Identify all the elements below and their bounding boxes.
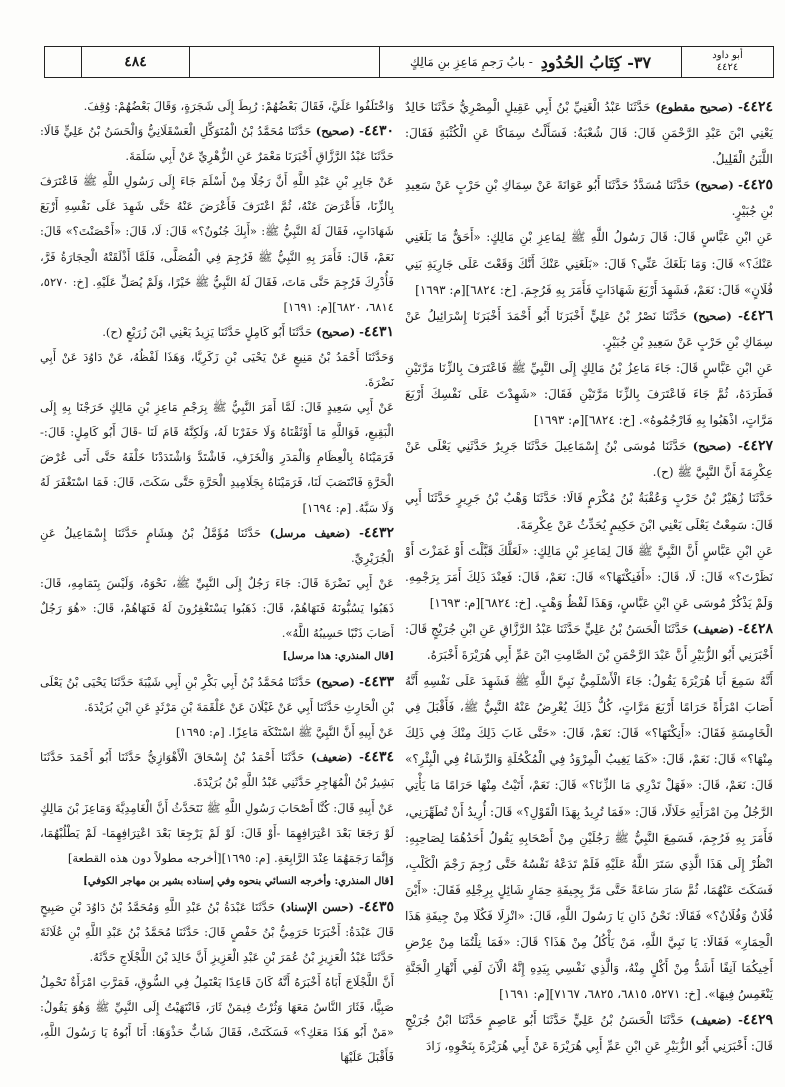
hadith-number: ٤٤٣١ [363,323,394,340]
hadith-entry [40,521,394,571]
hadith-grade: - (ضعيف) [683,1013,743,1028]
hadith-text: عَنْ جَابِرِ بْنِ عَبْدِ اللَّهِ أَنَّ رَجُلًا مِنْ أَسْلَمَ جَاءَ إِلَى رَسُولِ اللَّهِ ﷺ فَاعْتَرَفَ بِالزِّنَا، فَأَعْرَضَ عَنْهُ، ثُمَّ اعْتَرَفَ فَأَعْرَضَ عَنْهُ حَتَّى شَهِدَ عَلَى نَفْسِهِ أَرْبَعَ شَهَادَاتٍ، فَقَالَ لَهُ النَّبِيُّ ﷺ: «أَبِكَ جُنُونٌ؟» قَالَ: لَا، قَالَ: «أَحْصَنْتَ؟» قَالَ: نَعَمْ، قَالَ: فَأَمَرَ بِهِ النَّبِيُّ ﷺ فَرُجِمَ فِي الْمُصَلَّى، فَلَمَّا أَذْلَقَتْهُ الْحِجَارَةُ فَرَّ، فَأُدْرِكَ فَرُجِمَ حَتَّى مَاتَ، فَقَالَ لَهُ النَّبِيُّ ﷺ خَيْرًا، وَلَمْ يُصَلِّ عَلَيْهِ. [خ: ٥٢٧٠، ٦٨١٤، ٦٨٢٠][م: ١٦٩١] [40,174,394,314]
hadith-grade: - (صحيح) [311,675,364,690]
hadith-entry [405,1007,773,1059]
hadith-number: ٤٤٢٦ [742,307,773,324]
hadith-entry [40,895,394,970]
hadith-isnad: حَدَّثَنَا أَبُو كَامِلٍ حَدَّثَنَا يَزِيدُ يَعْنِي ابْنَ زُرَيْعٍ (ح). [102,324,313,339]
collection-name: أبو داود [712,50,743,61]
chapter-title: - بابُ رَجمِ مَاعِزِ بنِ مَالِكٍ [409,55,533,69]
hadith-number: ٤٤٣٠ [363,123,395,140]
hadith-entry [405,172,773,224]
hadith-grade: - (ضعيف) [688,621,743,636]
header-title-box [379,47,681,77]
hadith-number: ٤٤٢٥ [742,177,773,194]
hadith-text: وَحَدَّثَنَا أَحْمَدُ بْنُ مَنِيعٍ عَنْ يَحْيَى بْنِ زَكَرِيَّا، وَهَذَا لَفْظُهُ، عَنْ دَاوُدَ عَنْ أَبِي نَضْرَةَ. [40,349,394,390]
hadith-entry [40,670,394,720]
hadith-isnad: حَدَّثَنَا مُحَمَّدُ بْنُ أَبِي بَكْرِ بْنِ أَبِي شَيْبَةَ حَدَّثَنَا يَحْيَى بْنُ يَعْلَى بْنِ الْحَارِثِ حَدَّثَنَا أَبِي عَنْ غَيْلَانَ عَنْ عَلْقَمَةَ بْنِ مَرْثَدٍ عَنِ ابْنِ بُرَيْدَةَ. [40,675,394,715]
editor-note: [قال المنذري: هذا مرسل] [282,651,394,663]
hadith-text: حَدَّثَنَا زُهَيْرُ بْنُ حَرْبٍ وَعُقْبَةُ بْنُ مُكْرَمٍ قَالَا: حَدَّثَنَا وَهْبُ بْنُ جَرِيرٍ حَدَّثَنَا أَبِي قَالَ: سَمِعْتُ يَعْلَى يَعْنِي ابْنَ حَكِيمٍ يُحَدِّثُ عَنْ عِكْرِمَةَ. [405,491,773,532]
hadith-entry [405,433,773,485]
hadith-entry [40,745,394,795]
hadith-number: ٤٤٣٢ [363,524,394,541]
hadith-text: وَاخْتَلَفُوا عَلَيَّ، فَقَالَ بَعْضُهُمْ: رُبِطَ إِلَى شَجَرَةٍ، وَقَالَ بَعْضُهُمْ: وُقِفَ. [83,99,394,113]
hadith-number: ٤٤٣٥ [363,898,394,915]
hadith-isnad: حَدَّثَنَا عَبْدُ الْغَنِيِّ بْنُ أَبِي عَقِيلٍ الْمِصْرِيُّ حَدَّثَنَا خَالِدٌ يَعْنِي ابْنَ عَبْدِ الرَّحْمَنِ قَالَ: قَالَ شُعْبَةُ: فَسَأَلْتُ سِمَاكًا عَنِ الْكُثْبَةِ فَقَالَ: اللَّبَنُ الْقَلِيلُ. [405,100,773,167]
hadith-number: ٤٤٢٧ [742,438,773,455]
hadith-number: ٤٤٢٤ [742,99,773,115]
header-side-box [45,47,81,77]
hadith-isnad: حَدَّثَنَا الْحَسَنُ بْنُ عَلِيٍّ حَدَّثَنَا أَبُو عَاصِمٍ حَدَّثَنَا ابْنُ جُرَيْجٍ قَالَ: أَخْبَرَنِي أَبُو الزُّبَيْرِ عَنِ ابْنِ عَمِّ أَبِي هُرَيْرَةَ عَنْ أَبِي هُرَيْرَةَ بِنَحْوِهِ، زَادَ [405,1013,773,1054]
hadith-number: ٤٤٢٨ [742,620,773,637]
hadith-text: عَنِ ابْنِ عَبَّاسٍ قَالَ: جَاءَ مَاعِزُ بْنُ مَالِكٍ إِلَى النَّبِيِّ ﷺ فَاعْتَرَفَ بِالزِّنَا مَرَّتَيْنِ فَطَرَدَهُ، ثُمَّ جَاءَ فَاعْتَرَفَ بِالزِّنَا مَرَّتَيْنِ فَقَالَ: «شَهِدْتَ عَلَى نَفْسِكَ أَرْبَعَ مَرَّاتٍ، اذْهَبُوا بِهِ فَارْجُمُوهُ». [خ: ٦٨٢٤][م: ١٦٩٣] [405,360,773,428]
hadith-grade: - (حسن الإسناد) [275,899,364,914]
hadith-isnad: حَدَّثَنَا مُسَدَّدٌ حَدَّثَنَا أَبُو عَوَانَةَ عَنْ سِمَاكِ بْنِ حَرْبٍ عَنْ سَعِيدِ بْنِ جُبَيْرٍ. [405,178,773,219]
hadith-isnad: حَدَّثَنَا مُحَمَّدُ بْنُ الْمُتَوَكِّلِ الْعَسْقَلَانِيُّ وَالْحَسَنُ بْنُ عَلِيٍّ قَالَا: حَدَّثَنَا عَبْدُ الرَّزَّاقِ أَخْبَرَنَا مَعْمَرٌ عَنِ الزُّهْرِيِّ عَنْ أَبِي سَلَمَةَ. [40,124,394,164]
header-blank-box [189,47,379,77]
book-title: ٣٧- كِتَابُ الحُدُودِ [540,52,652,72]
hadith-grade: - (ضعيف مرسل) [261,525,364,540]
hadith-grade: - (صحيح مقطوع) [650,100,743,114]
hadith-text: عَنِ ابْنِ عَبَّاسٍ أَنَّ النَّبِيَّ ﷺ قَالَ لِمَاعِزِ بْنِ مَالِكٍ: «لَعَلَّكَ قَبَّلْتَ أَوْ غَمَزْتَ أَوْ نَظَرْتَ؟» قَالَ: لَا، قَالَ: «أَفَنِكْتَهَا؟» قَالَ: نَعَمْ، قَالَ: فَعِنْدَ ذَلِكَ أَمَرَ بِرَجْمِهِ. وَلَمْ يَذْكُرْ مُوسَى عَنِ ابْنِ عَبَّاسٍ، وَهَذَا لَفْظُ وَهْبٍ. [خ: ٦٨٢٤][م: ١٦٩٣] [405,543,773,610]
hadith-isnad: حَدَّثَنَا مُؤَمَّلُ بْنُ هِشَامٍ حَدَّثَنَا إِسْمَاعِيلُ عَنِ الْجُرَيْرِيِّ. [40,525,394,565]
hadith-text: عَنْ أَبِي نَضْرَةَ قَالَ: جَاءَ رَجُلٌ إِلَى النَّبِيِّ ﷺ، نَحْوَهُ، وَلَيْسَ بِتَمَامِهِ، قَالَ: ذَهَبُوا يَسُبُّونَهُ فَنَهَاهُمْ، قَالَ: ذَهَبُوا يَسْتَغْفِرُونَ لَهُ فَنَهَاهُمْ، قَالَ: «هُوَ رَجُلٌ أَصَابَ ذَنْبًا حَسِيبُهُ اللَّهُ». [40,575,394,640]
hadith-text: عَنْ أَبِي سَعِيدٍ قَالَ: لَمَّا أَمَرَ النَّبِيُّ ﷺ بِرَجْمِ مَاعِزِ بْنِ مَالِكٍ خَرَجْنَا بِهِ إِلَى الْبَقِيعِ، فَوَاللَّهِ مَا أَوْثَقْنَاهُ وَلَا حَفَرْنَا لَهُ، وَلَكِنَّهُ قَامَ لَنَا -قَالَ أَبُو كَامِلٍ: قَالَ:- فَرَمَيْنَاهُ بِالْعِظَامِ وَالْمَدَرِ وَالْخَزَفِ، فَاشْتَدَّ وَاشْتَدَدْنَا خَلْفَهُ حَتَّى أَتَى عُرْضَ الْحَرَّةِ فَانْتَصَبَ لَنَا، فَرَمَيْنَاهُ بِجَلَامِيدِ الْحَرَّةِ حَتَّى سَكَتَ، قَالَ: فَمَا اسْتَغْفَرَ لَهُ وَلَا سَبَّهُ. [م: ١٦٩٤] [40,400,394,515]
page-header [44,46,774,78]
right-column [405,94,773,1059]
hadith-grade: - (صحيح) [311,124,364,139]
hadith-text: عَنِ ابْنِ عَبَّاسٍ قَالَ: قَالَ رَسُولُ اللَّهِ ﷺ لِمَاعِزِ بْنِ مَالِكٍ: «أَحَقٌّ مَا بَلَغَنِي عَنْكَ؟» قَالَ: وَمَا بَلَغَكَ عَنِّي؟ قَالَ: «بَلَغَنِي عَنْكَ أَنَّكَ وَقَعْتَ عَلَى جَارِيَةِ بَنِي فُلَانٍ» قَالَ: نَعَمْ، فَشَهِدَ أَرْبَعَ شَهَادَاتٍ فَأَمَرَ بِهِ فَرُجِمَ. [خ: ٦٨٢٤][م: ١٦٩٣] [405,230,774,297]
hadith-text: عَنْ أَبِيهِ أَنَّ النَّبِيَّ ﷺ اسْتَنْكَهَ مَاعِزًا. [م: ١٦٩٥] [175,725,394,740]
hadith-grade: - (صحيح) [686,439,743,454]
hadith-entry [405,616,773,668]
hadith-grade: - (صحيح) [686,308,743,323]
left-column [40,94,394,1070]
editor-note: [قال المنذري: وأخرجه النسائي بنحوه وفي إسناده بشير بن مهاجر الكوفي] [83,875,394,887]
hadith-grade: - (صحيح) [690,178,743,193]
hadith-entry [405,94,773,172]
hadith-number: ٤٤٣٣ [363,674,394,691]
hadith-number: ٤٤٢٩ [742,1012,773,1029]
hadith-number: ٤٤٣٤ [363,749,394,766]
hadith-text: أَنَّ اللَّجْلَاجَ أَبَاهُ أَخْبَرَهُ أَنَّهُ كَانَ قَاعِدًا يَعْتَمِلُ فِي السُّوقِ، فَمَرَّتِ امْرَأَةٌ تَحْمِلُ صَبِيًّا، فَثَارَ النَّاسُ مَعَهَا وَثُرْتُ فِيمَنْ ثَارَ، فَانْتَهَيْتُ إِلَى النَّبِيِّ ﷺ وَهُوَ يَقُولُ: «مَنْ أَبُو هَذَا مَعَكِ؟» فَسَكَتَتْ، فَقَالَ شَابٌّ حَذْوَهَا: أَنَا أَبُوهُ يَا رَسُولَ اللَّهِ، فَأَقْبَلَ عَلَيْهَا [40,975,394,1065]
hadith-entry [40,119,394,169]
hadith-isnad: حَدَّثَنَا مُوسَى بْنُ إِسْمَاعِيلَ حَدَّثَنَا جَرِيرٌ حَدَّثَنِي يَعْلَى عَنْ عِكْرِمَةَ أَنَّ النَّبِيَّ ﷺ (ح). [405,439,773,480]
hadith-entry [40,320,394,345]
hadith-grade: - (ضعيف) [304,750,364,765]
hadith-text: أَنَّهُ سَمِعَ أَبَا هُرَيْرَةَ يَقُولُ: جَاءَ الْأَسْلَمِيُّ نَبِيَّ اللَّهِ ﷺ فَشَهِدَ عَلَى نَفْسِهِ أَنَّهُ أَصَابَ امْرَأَةً حَرَامًا أَرْبَعَ مَرَّاتٍ، كُلُّ ذَلِكَ يُعْرِضُ عَنْهُ النَّبِيُّ ﷺ، فَأَقْبَلَ فِي الْخَامِسَةِ فَقَالَ: «أَنِكْتَهَا؟» قَالَ: نَعَمْ، قَالَ: «حَتَّى غَابَ ذَلِكَ مِنْكَ فِي ذَلِكَ مِنْهَا؟» قَالَ: نَعَمْ، قَالَ: «كَمَا يَغِيبُ الْمِرْوَدُ فِي الْمُكْحُلَةِ وَالرِّشَاءُ فِي الْبِئْرِ؟» قَالَ: نَعَمْ، قَالَ: «فَهَلْ تَدْرِي مَا الزِّنَا؟» قَالَ: نَعَمْ، أَتَيْتُ مِنْهَا حَرَامًا مَا يَأْتِي الرَّجُلُ مِنَ امْرَأَتِهِ حَلَالًا، قَالَ: «فَمَا تُرِيدُ بِهَذَا الْقَوْلِ؟» قَالَ: أُرِيدُ أَنْ تُطَهِّرَنِي، فَأَمَرَ بِهِ فَرُجِمَ، فَسَمِعَ النَّبِيُّ ﷺ رَجُلَيْنِ مِنْ أَصْحَابِهِ يَقُولُ أَحَدُهُمَا لِصَاحِبِهِ: انْظُرْ إِلَى هَذَا الَّذِي سَتَرَ اللَّهُ عَلَيْهِ فَلَمْ تَدَعْهُ نَفْسُهُ حَتَّى رُجِمَ رَجْمَ الْكَلْبِ، فَسَكَتَ عَنْهُمَا، ثُمَّ سَارَ سَاعَةً حَتَّى مَرَّ بِجِيفَةِ حِمَارٍ شَائِلٍ بِرِجْلِهِ فَقَالَ: «أَيْنَ فُلَانٌ وَفُلَانٌ؟» فَقَالَا: نَحْنُ ذَانِ يَا رَسُولَ اللَّهِ، قَالَ: «انْزِلَا فَكُلَا مِنْ جِيفَةِ هَذَا الْحِمَارِ» فَقَالَا: يَا نَبِيَّ اللَّهِ، مَنْ يَأْكُلُ مِنْ هَذَا؟ قَالَ: «فَمَا نِلْتُمَا مِنْ عِرْضِ أَخِيكُمَا آنِفًا أَشَدُّ مِنْ أَكْلٍ مِنْهُ، وَالَّذِي نَفْسِي بِيَدِهِ إِنَّهُ الْآنَ لَفِي أَنْهَارِ الْجَنَّةِ يَنْغَمِسُ فِيهَا». [خ: ٥٢٧١، ٦٨١٥، ٦٨٢٥، ٧١٦٧][م: ١٦٩١] [405,674,773,1002]
header-collection-box [681,47,773,77]
hadith-text: عَنْ أَبِيهِ قَالَ: كُنَّا أَصْحَابَ رَسُولِ اللَّهِ ﷺ نَتَحَدَّثُ أَنَّ الْغَامِدِيَّةَ وَمَاعِزَ بْنَ مَالِكٍ لَوْ رَجَعَا بَعْدَ اعْتِرَافِهِمَا -أَوْ قَالَ: لَوْ لَمْ يَرْجِعَا بَعْدَ اعْتِرَافِهِمَا- لَمْ يَطْلُبْهُمَا، وَإِنَّمَا رَجَمَهُمَا عِنْدَ الرَّابِعَةِ. [م: ١٦٩٥][أخرجه مطولاً دون هذه القطعة] [40,800,394,865]
hadith-isnad: حَدَّثَنَا أَحْمَدُ بْنُ إِسْحَاقَ الْأَهْوَازِيُّ حَدَّثَنَا أَبُو أَحْمَدَ حَدَّثَنَا بَشِيرُ بْنُ الْمُهَاجِرِ حَدَّثَنِي عَبْدُ اللَّهِ بْنُ بُرَيْدَةَ. [40,750,394,790]
hadith-isnad: حَدَّثَنَا نَصْرُ بْنُ عَلِيٍّ أَخْبَرَنَا أَبُو أَحْمَدَ أَخْبَرَنَا إِسْرَائِيلُ عَنْ سِمَاكِ بْنِ حَرْبٍ عَنْ سَعِيدِ بْنِ جُبَيْرٍ. [405,308,773,349]
hadith-range: ٤٤٢٤ [716,62,739,73]
hadith-isnad: حَدَّثَنَا الْحَسَنُ بْنُ عَلِيٍّ حَدَّثَنَا عَبْدُ الرَّزَّاقِ عَنِ ابْنِ جُرَيْجٍ قَالَ: أَخْبَرَنِي أَبُو الزُّبَيْرِ أَنَّ عَبْدَ الرَّحْمَنِ بْنَ الصَّامِتِ ابْنَ عَمِّ أَبِي هُرَيْرَةَ أَخْبَرَهُ. [405,621,773,662]
page-number: ٤٨٤ [81,47,189,77]
hadith-isnad: حَدَّثَنَا عَبْدَةُ بْنُ عَبْدِ اللَّهِ وَمُحَمَّدُ بْنُ دَاوُدَ بْنِ صَبِيحٍ قَالَ عَبْدَةُ: أَخْبَرَنَا حَرَمِيُّ بْنُ حَفْصٍ قَالَ: حَدَّثَنَا مُحَمَّدُ بْنُ عَبْدِ اللَّهِ بْنِ عُلَاثَةَ حَدَّثَنَا عَبْدُ الْعَزِيزِ بْنُ عُمَرَ بْنِ عَبْدِ الْعَزِيزِ أَنَّ خَالِدَ بْنَ اللَّجْلَاجِ حَدَّثَهُ. [40,899,394,964]
hadith-grade: - (صحيح) [312,324,364,339]
hadith-entry [405,303,773,355]
